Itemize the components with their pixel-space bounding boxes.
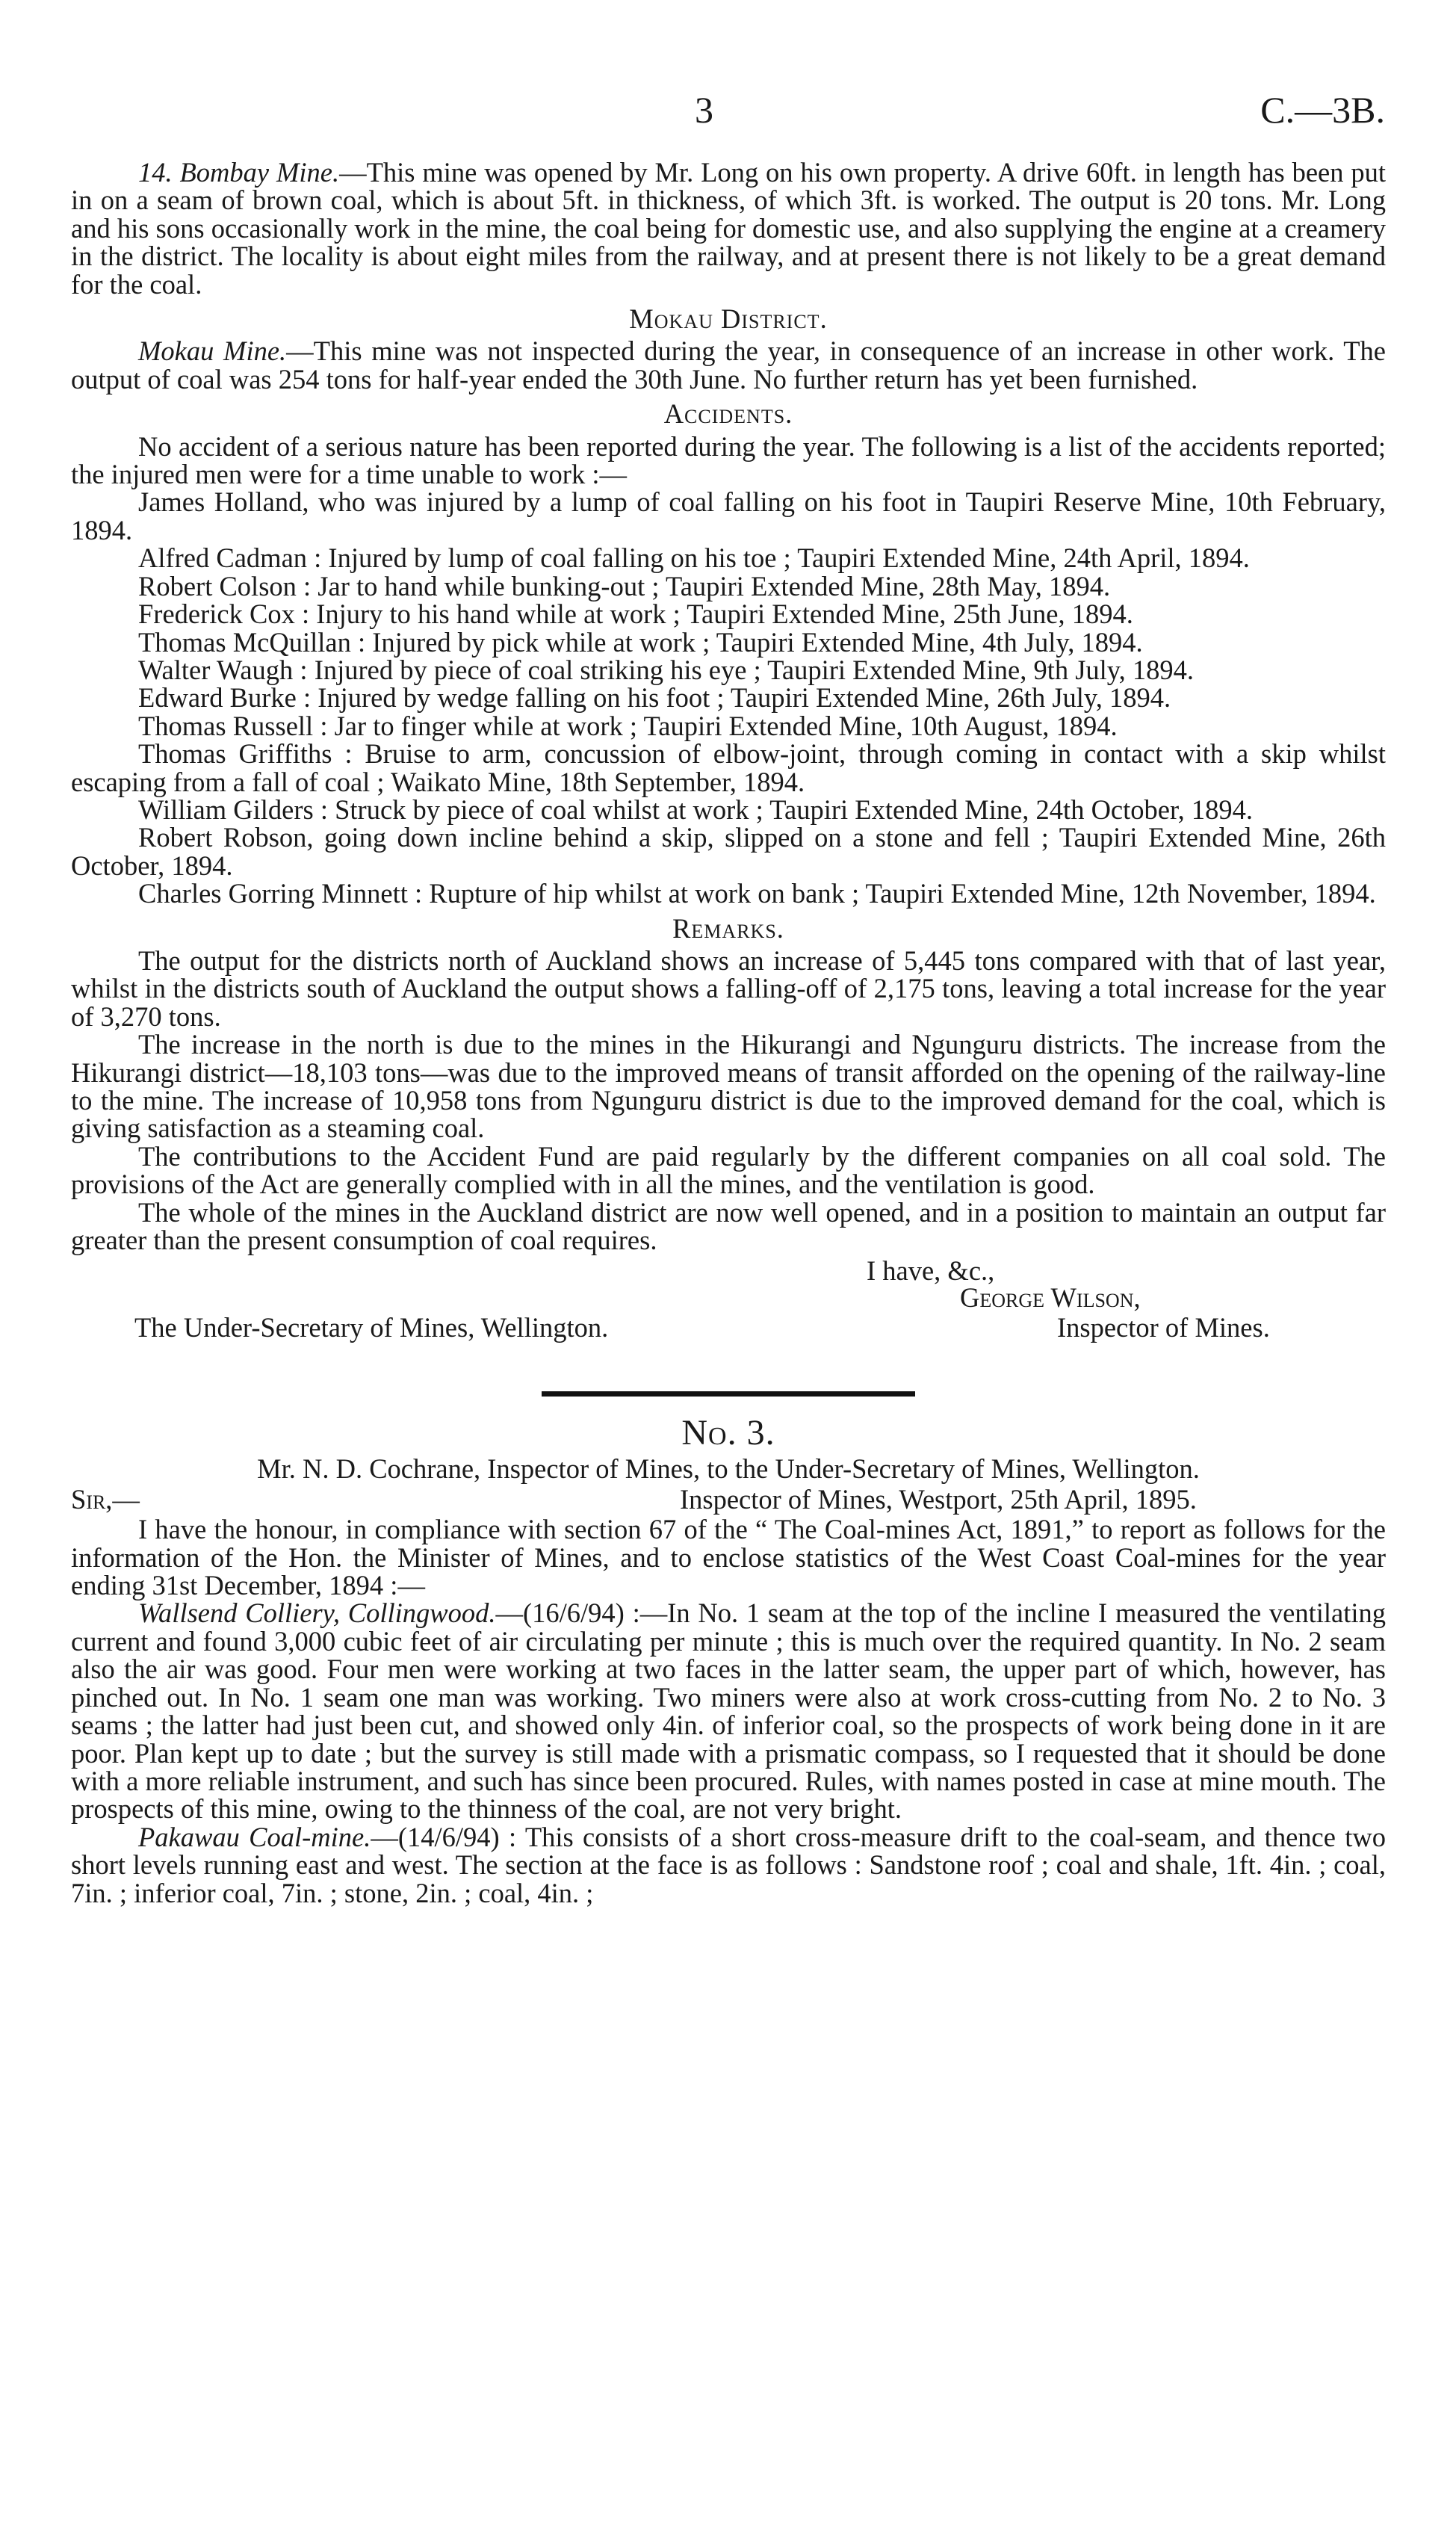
section-title: No. 3.: [681, 1413, 775, 1453]
accidents-intro: No accident of a serious nature has been reported during the year. The following is a list of the accidents reported; the injured men were for a time unable to work :—: [71, 430, 1386, 490]
pakawau-text: —(14/6/94) : This consists of a short cross-measure drift to the coal-seam, and thence two short levels running east and west. The section at the face is as follows : Sandstone roof ; coal and shale, 1ft. 4in. ; coal, 7in. ; inferior coal, 7in. ; stone, 2in. ; coal, 4in. ;: [71, 1821, 1386, 1908]
addressee: The Under-Secretary of Mines, Wellington.: [134, 1312, 609, 1343]
mokau-heading: Mokau District.: [629, 303, 828, 335]
pakawau-title: Pakawau Coal-mine.: [138, 1821, 371, 1852]
document-reference: C.—3B.: [1260, 89, 1385, 131]
mokau-text: —This mine was not inspected during the year, in consequence of an increase in other work. The output of coal was 254 tons for half-year ended the 30th June. No further return has yet been furnished.: [71, 335, 1386, 395]
closing: I have, &c.,: [867, 1255, 995, 1287]
accidents-heading: Accidents.: [663, 398, 793, 430]
remarks-paragraph: The output for the districts north of Auckland shows an increase of 5,445 tons compared with that of last year, whilst in the districts south of Auckland the output shows a falling-off of 2,175 tons, leaving a total increase for the year of 3,270 tons.: [71, 944, 1386, 1032]
remarks-heading: Remarks.: [672, 912, 784, 944]
signature-block: [71, 1254, 1386, 1366]
accident-item: Thomas McQuillan : Injured by pick while at work ; Taupiri Extended Mine, 4th July, 1894.: [138, 626, 1143, 658]
accident-item: Thomas Griffiths : Bruise to arm, concussion of elbow-joint, through coming in contact with a skip whilst escaping from a fall of coal ; Waikato Mine, 18th September, 1894.: [71, 738, 1386, 797]
accident-item: Charles Gorring Minnett : Rupture of hip whilst at work on bank ; Taupiri Extended Mine, 12th November, 1894.: [138, 878, 1376, 909]
remarks-paragraph: The whole of the mines in the Auckland district are now well opened, and in a position to maintain an output far greater than the present consumption of coal requires.: [71, 1196, 1386, 1256]
accident-item: William Gilders : Struck by piece of coal whilst at work ; Taupiri Extended Mine, 24th October, 1894.: [138, 794, 1254, 825]
remarks-paragraph: The contributions to the Accident Fund are paid regularly by the different companies on all coal sold. The provisions of the Act are generally complied with in all the mines, and the ventilation is good.: [71, 1140, 1386, 1200]
letter-address: Mr. N. D. Cochrane, Inspector of Mines, to the Under-Secretary of Mines, Wellington.: [257, 1453, 1200, 1484]
mokau-title: Mokau Mine.: [138, 335, 287, 367]
bombay-title: 14. Bombay Mine.: [138, 157, 340, 188]
accident-item: Thomas Russell : Jar to finger while at work ; Taupiri Extended Mine, 10th August, 1894.: [138, 710, 1118, 741]
place-date: Inspector of Mines, Westport, 25th April, 1895.: [680, 1484, 1197, 1515]
mokau-paragraph: [71, 337, 1386, 393]
accident-item: Alfred Cadman : Injured by lump of coal falling on his toe ; Taupiri Extended Mine, 24th April, 1894.: [138, 542, 1250, 574]
salutation-line: [71, 1485, 1386, 1515]
remarks-paragraph: The increase in the north is due to the mines in the Hikurangi and Ngunguru districts. The increase from the Hikurangi district—18,103 tons—was due to the improved means of transit afforded on the opening of the railway-line to the mine. The increase of 10,958 tons from Ngunguru district is due to the improved demand for the coal, which is giving satisfaction as a steaming coal.: [71, 1029, 1386, 1144]
accident-item: Frederick Cox : Injury to his hand while at work ; Taupiri Extended Mine, 25th June, 1894.: [138, 599, 1133, 630]
accident-item: Edward Burke : Injured by wedge falling on his foot ; Taupiri Extended Mine, 26th July, 1894.: [138, 682, 1171, 714]
pakawau-paragraph: [71, 1823, 1386, 1907]
accident-item: Robert Colson : Jar to hand while bunking-out ; Taupiri Extended Mine, 28th May, 1894.: [138, 570, 1111, 601]
accident-item: Robert Robson, going down incline behind a skip, slipped on a stone and fell ; Taupiri Extended Mine, 26th October, 1894.: [71, 822, 1386, 881]
page-number: 3: [695, 89, 713, 131]
accident-item: Walter Waugh : Injured by piece of coal striking his eye ; Taupiri Extended Mine, 9th July, 1894.: [138, 654, 1195, 685]
bombay-paragraph: [71, 158, 1386, 298]
main-column: [71, 158, 1386, 1907]
signer-title: Inspector of Mines.: [1057, 1312, 1270, 1343]
wallsend-paragraph: [71, 1598, 1387, 1825]
signer-name: George Wilson,: [960, 1282, 1141, 1314]
wallsend-title: Wallsend Colliery, Collingwood.: [138, 1598, 496, 1629]
wallsend-text: —(16/6/94) :—In No. 1 seam at the top of the incline I measured the ventilating current and found 3,000 cubic feet of air circulating per minute ; this is much over the required quantity. In No. 2 seam also the air was good. Four men were working at two faces in the latter seam, the upper part of which, however, has pinched out. In No. 1 seam one man was working. Two miners were also at work cross-cutting from No. 2 to No. 3 seams ; the latter had just been cut, and showed only 4in. of inferior coal, so the prospects of work being done in it are poor. Plan kept up to date ; but the survey is still made with a prismatic compass, so I requested that it should be done with a more reliable instrument, and such has since been procured. Rules, with names posted in case at mine mouth. The prospects of this mine, owing to the thinness of the coal, are not very bright.: [71, 1598, 1387, 1825]
salutation: Sir,—: [71, 1484, 140, 1515]
section-divider: [542, 1391, 915, 1397]
bombay-text: —This mine was opened by Mr. Long on his own property. A drive 60ft. in length has been put in on a seam of brown coal, which is about 5ft. in thickness, of which 3ft. is worked. The output is 20 tons. Mr. Long and his sons occasionally work in the mine, the coal being for domestic use, and also supplying the engine at a creamery in the district. The locality is about eight miles from the railway, and at present there is not likely to be a great demand for the coal.: [71, 157, 1386, 300]
accident-item: James Holland, who was injured by a lump of coal falling on his foot in Taupiri Reserve Mine, 10th February, 1894.: [71, 486, 1386, 545]
letter-intro: I have the honour, in compliance with section 67 of the “ The Coal-mines Act, 1891,” to report as follows for the information of the Hon. the Minister of Mines, and to enclose statistics of the West Coast Coal-mines for the year ending 31st December, 1894 :—: [71, 1514, 1386, 1601]
